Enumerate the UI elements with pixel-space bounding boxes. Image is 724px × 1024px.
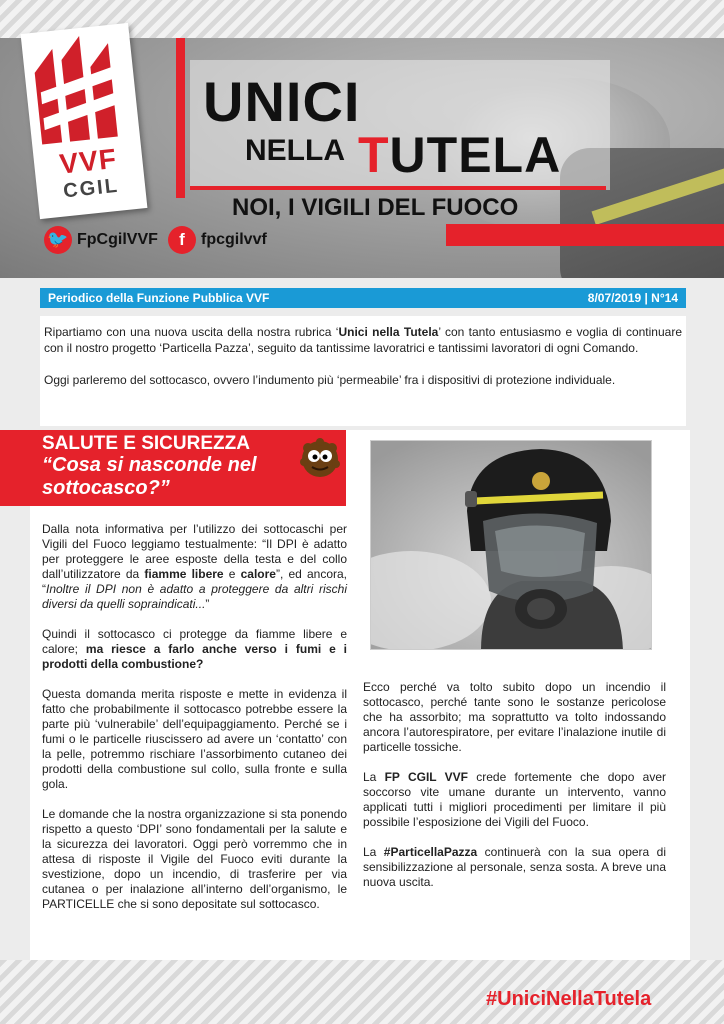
left-paragraph-2: Quindi il sottocasco ci protegge da fiamme libere e calore; ma riesce a farlo anche verso i fumi e i prodotti della combustione?	[42, 627, 347, 671]
left-column	[42, 522, 347, 912]
section-question: “Cosa si nasconde nel sottocasco?”	[42, 454, 257, 499]
page-subtitle: NOI, I VIGILI DEL FUOCO	[232, 194, 519, 221]
vvf-cgil-logo	[21, 23, 148, 219]
right-paragraph-3: La #ParticellaPazza continuerà con la sua opera di sensibilizzazione al personale, senza sosta. A breve una nuova uscita.	[363, 845, 666, 889]
right-paragraph-1: Ecco perché va tolto subito dopo un incendio il sottocasco, perché tante sono le sostanze pericolose che ha assorbito; ma soprattutto va tolto indossando ancora l’autorespiratore, per evitare l’inalazione inutile di particelle tossiche.	[363, 680, 666, 754]
title-underline	[190, 186, 606, 190]
left-paragraph-1: Dalla nota informativa per l’utilizzo dei sottocaschi per Vigili del Fuoco leggiamo testualmente: “Il DPI è adatto per proteggere le aree esposte della testa e del collo dall’utilizzatore da fiamme libere e calore”, ed ancora, “Inoltre il DPI non è adatto a proteggere da altri rischi diversi da quelli sopraindicati...”	[42, 522, 348, 611]
left-paragraph-4: Le domande che la nostra organizzazione si sta ponendo rispetto a questo ‘DPI’ sono fondamentali per la salute e la sicurezza dei lavoratori. Oggi però vorremmo che in attesa di risposte il Vigile del Fuoco eviti durante la svestizione, dopo un incendio, di trasferire per via cutanea o per inalazione all’interno dell’organismo, le PARTICELLE che si sono depositate sul sottocasco.	[42, 807, 347, 911]
left-paragraph-3: Questa domanda merita risposte e mette in evidenza il fatto che probabilmente il sottocasco potrebbe essere la parte più ‘vulnerabile’ dell’equipaggiamento. Perché se i fumi o le particelle riuscissero ad avere un ‘contatto’ con la pelle, potremmo rischiare l’assorbimento cutaneo dei prodotti della combustione sul collo, sulla fronte e sulla gola.	[42, 687, 347, 791]
section-header	[0, 430, 346, 506]
right-column	[363, 680, 666, 890]
twitter-link[interactable]	[44, 226, 158, 254]
issue-date: 8/07/2019 | N°14	[587, 291, 678, 305]
intro-paragraph-1: Ripartiamo con una nuova uscita della nostra rubrica ‘Unici nella Tutela’ con tanto entusiasmo e voglia di continuare con il nostro progetto ‘Particella Pazza’, seguito da tantissime lavoratrici e tantissimi lavoratori di ogni Comando.	[44, 325, 682, 355]
twitter-handle: FpCgilVVF	[77, 231, 158, 248]
intro-paragraph-2: Oggi parleremo del sottocasco, ovvero l’indumento più ‘permeabile’ fra i dispositivi di protezione individuale.	[44, 373, 616, 387]
title-red-bar	[176, 38, 185, 198]
info-bar	[40, 288, 686, 308]
title-unici: UNICI	[203, 70, 361, 133]
section-kicker: SALUTE E SICUREZZA	[42, 433, 250, 454]
logo-cgil-text: CGIL	[62, 174, 120, 203]
logo-vvf-text: VVF	[58, 142, 119, 180]
right-paragraph-2: La FP CGIL VVF crede fortemente che dopo aver soccorso vite umane durante un intervento, vanno applicati tutti i migliori procedimenti per limitare il più possibile l’esposizione dei Vigili del Fuoco.	[363, 770, 666, 829]
flame-emblem-icon	[21, 23, 141, 154]
title-nella: NELLA	[245, 134, 345, 167]
facebook-handle: fpcgilvvf	[201, 231, 267, 248]
firefighter-photo	[370, 440, 652, 650]
particella-pazza-mascot-icon	[298, 436, 342, 480]
intro-box	[40, 316, 686, 426]
footer-hashtag[interactable]: #UniciNellaTutela	[486, 988, 652, 1010]
header-red-stripe	[446, 224, 724, 246]
facebook-icon: f	[168, 226, 196, 254]
title-tutela: TUTELA	[358, 127, 562, 183]
facebook-link[interactable]	[168, 226, 267, 254]
twitter-icon: 🐦	[44, 226, 72, 254]
periodical-label: Periodico della Funzione Pubblica VVF	[48, 291, 270, 305]
